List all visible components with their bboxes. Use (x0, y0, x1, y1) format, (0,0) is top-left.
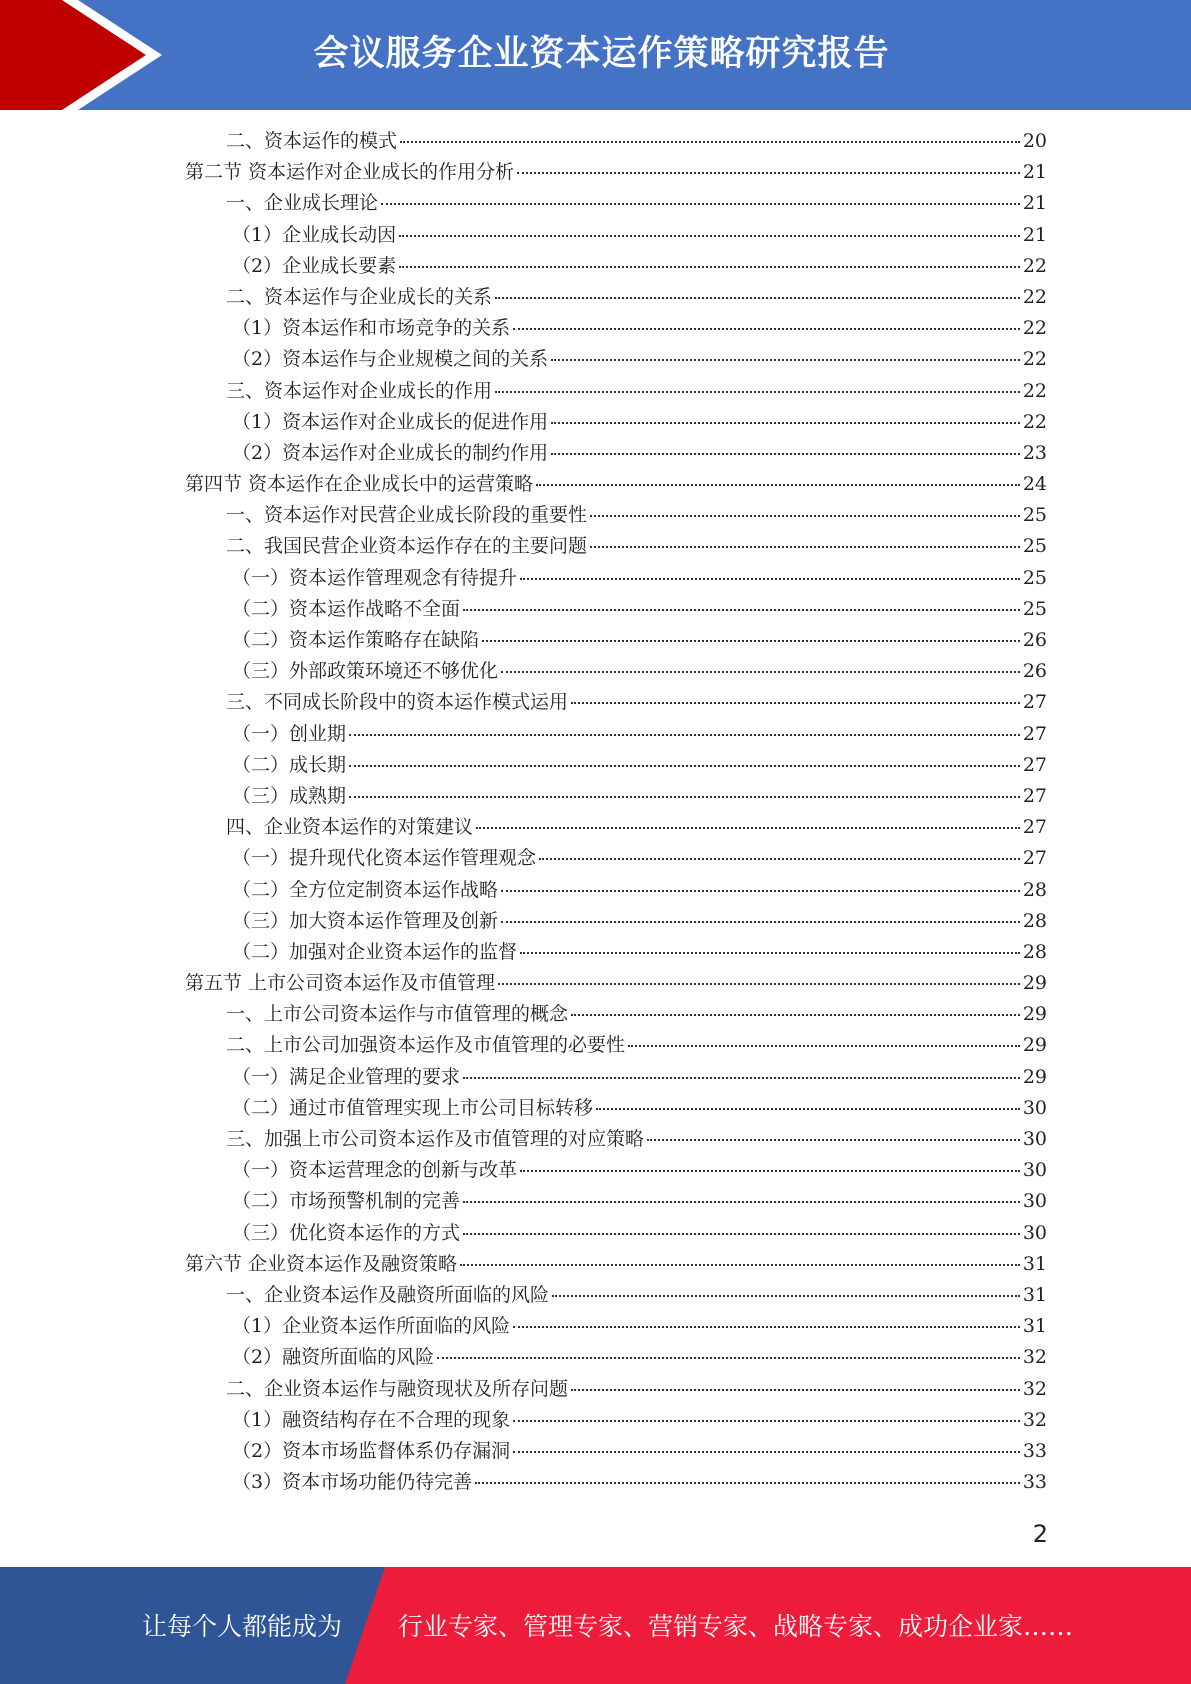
toc-entry[interactable] (185, 282, 1047, 313)
toc-dot-leader (590, 546, 1020, 548)
toc-entry-title: 一、企业成长理论 (226, 192, 379, 215)
toc-entry-page: 26 (1022, 629, 1047, 651)
toc-dot-leader (349, 796, 1020, 798)
toc-entry-title: （二）资本运作策略存在缺陷 (232, 629, 480, 651)
toc-dot-leader (501, 671, 1020, 673)
toc-entry[interactable] (185, 313, 1047, 344)
toc-entry-page: 21 (1022, 223, 1047, 246)
toc-entry-page: 27 (1022, 753, 1047, 776)
toc-dot-leader (571, 1014, 1020, 1016)
toc-dot-leader (513, 328, 1020, 330)
toc-dot-leader (517, 172, 1020, 174)
toc-entry-title: （一）创业期 (232, 722, 347, 745)
toc-entry-title: （二）资本运作战略不全面 (232, 597, 461, 620)
toc-entry-title: （1）资本运作对企业成长的促进作用 (232, 410, 549, 433)
toc-dot-leader (571, 1389, 1020, 1391)
toc-entry[interactable] (185, 812, 1047, 843)
toc-entry[interactable] (185, 157, 1047, 188)
toc-entry-page: 32 (1022, 1408, 1047, 1431)
toc-dot-leader (571, 702, 1020, 704)
toc-entry-page: 27 (1022, 691, 1047, 714)
toc-entry-page: 27 (1022, 816, 1047, 839)
toc-entry[interactable] (185, 1311, 1047, 1342)
toc-dot-leader (495, 391, 1020, 393)
toc-entry[interactable] (185, 1124, 1047, 1155)
toc-entry[interactable] (185, 1030, 1047, 1061)
toc-entry-page: 26 (1022, 660, 1047, 683)
toc-entry-title: 三、资本运作对企业成长的作用 (226, 379, 493, 402)
toc-entry[interactable] (185, 1155, 1047, 1186)
toc-entry-page: 25 (1022, 535, 1047, 558)
toc-entry-page: 30 (1022, 1190, 1047, 1213)
toc-entry-title: （一）资本运营理念的创新与改革 (232, 1159, 518, 1182)
toc-entry-page: 22 (1022, 379, 1047, 402)
toc-dot-leader (463, 609, 1020, 611)
toc-entry-title: 一、企业资本运作及融资所面临的风险 (226, 1283, 550, 1306)
toc-entry[interactable] (185, 906, 1047, 937)
toc-entry-page: 33 (1022, 1471, 1047, 1494)
toc-dot-leader (590, 515, 1020, 517)
toc-dot-leader (437, 1357, 1020, 1359)
toc-entry[interactable] (185, 937, 1047, 968)
page-header (0, 0, 1191, 110)
toc-entry-title: 四、企业资本运作的对策建议 (226, 816, 474, 839)
toc-dot-leader (628, 1045, 1020, 1047)
toc-dot-leader (399, 266, 1020, 268)
toc-entry-title: （一）提升现代化资本运作管理观念 (232, 847, 537, 870)
toc-entry-title: 二、资本运作的模式 (226, 130, 398, 152)
toc-entry-page: 30 (1022, 1159, 1047, 1182)
toc-entry[interactable] (185, 968, 1047, 999)
toc-entry-title: 一、资本运作对民营企业成长阶段的重要性 (226, 504, 588, 527)
toc-entry-page: 31 (1022, 1252, 1047, 1275)
toc-dot-leader (520, 952, 1020, 954)
toc-entry[interactable] (185, 1436, 1047, 1467)
toc-entry-page: 25 (1022, 504, 1047, 527)
toc-entry[interactable] (185, 1280, 1047, 1311)
toc-entry-page: 21 (1022, 161, 1047, 184)
toc-entry-page: 30 (1022, 1221, 1047, 1244)
footer-slogan-left: 让每个人都能成为 (142, 1612, 343, 1641)
toc-entry-title: （二）加强对企业资本运作的监督 (232, 940, 518, 963)
toc-entry-title: 第四节 资本运作在企业成长中的运营策略 (185, 473, 534, 496)
toc-dot-leader (520, 1170, 1020, 1172)
toc-entry-title: （二）成长期 (232, 753, 347, 776)
toc-entry-page: 31 (1022, 1315, 1047, 1338)
toc-dot-leader (647, 1139, 1020, 1141)
toc-dot-leader (513, 1451, 1020, 1453)
toc-entry[interactable] (185, 407, 1047, 438)
table-of-contents (185, 126, 1047, 1498)
toc-entry-page: 22 (1022, 410, 1047, 433)
toc-entry-title: 二、资本运作与企业成长的关系 (226, 285, 493, 308)
footer-slogan-right: 行业专家、管理专家、营销专家、战略专家、成功企业家…… (398, 1612, 1074, 1641)
toc-dot-leader (596, 1108, 1020, 1110)
toc-entry-page: 22 (1022, 254, 1047, 277)
toc-entry-title: （1）资本运作和市场竞争的关系 (232, 317, 511, 340)
toc-entry-title: （三）成熟期 (232, 784, 347, 807)
toc-entry-title: 第二节 资本运作对企业成长的作用分析 (185, 161, 515, 184)
toc-entry[interactable] (185, 500, 1047, 531)
toc-entry[interactable] (185, 344, 1047, 375)
toc-entry[interactable] (185, 251, 1047, 282)
toc-dot-leader (463, 1233, 1020, 1235)
toc-entry-page: 24 (1022, 473, 1047, 496)
toc-dot-leader (476, 827, 1020, 829)
toc-entry[interactable] (185, 126, 1047, 157)
toc-entry-page: 21 (1022, 192, 1047, 215)
toc-entry[interactable] (185, 999, 1047, 1030)
toc-entry[interactable] (185, 719, 1047, 750)
toc-entry-title: （三）外部政策环境还不够优化 (232, 660, 499, 683)
toc-dot-leader (460, 1264, 1020, 1266)
toc-entry[interactable] (185, 843, 1047, 874)
toc-entry[interactable] (185, 687, 1047, 718)
toc-entry-title: （2）资本运作与企业规模之间的关系 (232, 348, 549, 371)
toc-entry[interactable] (185, 1218, 1047, 1249)
toc-entry-page: 27 (1022, 847, 1047, 870)
toc-dot-leader (399, 235, 1020, 237)
toc-entry-title: （2）资本市场监督体系仍存漏洞 (232, 1439, 511, 1462)
toc-entry-page: 32 (1022, 1346, 1047, 1369)
toc-entry-page: 29 (1022, 1034, 1047, 1057)
toc-entry-title: （二）市场预警机制的完善 (232, 1190, 461, 1213)
toc-entry-title: 二、我国民营企业资本运作存在的主要问题 (226, 535, 588, 558)
toc-entry[interactable] (185, 750, 1047, 781)
toc-entry-title: 三、不同成长阶段中的资本运作模式运用 (226, 691, 569, 714)
toc-entry[interactable] (185, 1342, 1047, 1373)
toc-entry-page: 27 (1022, 784, 1047, 807)
toc-dot-leader (551, 453, 1020, 455)
toc-entry[interactable] (185, 188, 1047, 219)
toc-entry-title: （三）优化资本运作的方式 (232, 1221, 461, 1244)
toc-entry-title: （2）资本运作对企业成长的制约作用 (232, 441, 549, 464)
toc-entry-title: 第六节 企业资本运作及融资策略 (185, 1252, 458, 1275)
toc-entry-page: 30 (1022, 1128, 1047, 1150)
toc-dot-leader (482, 640, 1020, 642)
toc-entry[interactable] (185, 1467, 1047, 1498)
toc-dot-leader (513, 1326, 1020, 1328)
toc-entry[interactable] (185, 1249, 1047, 1280)
toc-entry-page: 22 (1022, 285, 1047, 308)
toc-entry[interactable] (185, 594, 1047, 625)
toc-entry-page: 31 (1022, 1283, 1047, 1306)
toc-entry-title: （1）融资结构存在不合理的现象 (232, 1408, 511, 1431)
toc-entry-title: （三）加大资本运作管理及创新 (232, 909, 499, 932)
toc-dot-leader (400, 141, 1020, 143)
toc-entry-page: 23 (1022, 441, 1047, 464)
toc-entry-page: 22 (1022, 348, 1047, 371)
toc-entry[interactable] (185, 1374, 1047, 1405)
toc-entry-page: 29 (1022, 1003, 1047, 1026)
toc-entry-page: 20 (1022, 130, 1047, 152)
toc-dot-leader (349, 765, 1020, 767)
toc-entry-title: 二、上市公司加强资本运作及市值管理的必要性 (226, 1034, 626, 1057)
toc-dot-leader (539, 858, 1020, 860)
toc-entry-title: （1）企业资本运作所面临的风险 (232, 1315, 511, 1338)
toc-entry-title: （2）融资所面临的风险 (232, 1346, 435, 1369)
toc-entry-page: 22 (1022, 317, 1047, 340)
toc-dot-leader (551, 422, 1020, 424)
toc-entry-page: 28 (1022, 878, 1047, 901)
toc-entry[interactable] (185, 563, 1047, 594)
toc-dot-leader (463, 1077, 1020, 1079)
toc-entry-title: （二）通过市值管理实现上市公司目标转移 (232, 1096, 594, 1119)
toc-entry[interactable] (185, 220, 1047, 251)
toc-entry[interactable] (185, 531, 1047, 562)
toc-dot-leader (501, 890, 1020, 892)
page-footer (0, 1567, 1191, 1684)
toc-entry-title: （一）满足企业管理的要求 (232, 1065, 461, 1088)
toc-dot-leader (495, 297, 1020, 299)
toc-dot-leader (381, 203, 1020, 205)
toc-entry-title: （1）企业成长动因 (232, 223, 397, 246)
toc-dot-leader (536, 484, 1020, 486)
toc-entry[interactable] (185, 781, 1047, 812)
toc-dot-leader (513, 1420, 1020, 1422)
toc-entry-title: 一、上市公司资本运作与市值管理的概念 (226, 1003, 569, 1026)
toc-dot-leader (501, 921, 1020, 923)
toc-entry-title: 三、加强上市公司资本运作及市值管理的对应策略 (226, 1128, 645, 1150)
toc-entry-title: 第五节 上市公司资本运作及市值管理 (185, 972, 496, 995)
toc-entry-page: 33 (1022, 1439, 1047, 1462)
page-number: 2 (1032, 1520, 1048, 1548)
document-title: 会议服务企业资本运作策略研究报告 (313, 34, 890, 74)
toc-entry-page: 30 (1022, 1096, 1047, 1119)
toc-entry-page: 32 (1022, 1377, 1047, 1400)
toc-entry-page: 29 (1022, 1065, 1047, 1088)
toc-entry[interactable] (185, 376, 1047, 407)
toc-entry-page: 29 (1022, 972, 1047, 995)
toc-dot-leader (520, 578, 1020, 580)
toc-entry-page: 25 (1022, 566, 1047, 589)
toc-entry[interactable] (185, 438, 1047, 469)
toc-entry[interactable] (185, 656, 1047, 687)
toc-entry[interactable] (185, 875, 1047, 906)
toc-entry-title: （2）企业成长要素 (232, 254, 397, 277)
toc-entry[interactable] (185, 1093, 1047, 1124)
toc-entry-page: 25 (1022, 597, 1047, 620)
toc-entry-title: （二）全方位定制资本运作战略 (232, 878, 499, 901)
toc-dot-leader (349, 734, 1020, 736)
toc-dot-leader (475, 1482, 1020, 1484)
toc-entry-page: 27 (1022, 722, 1047, 745)
toc-entry[interactable] (185, 1186, 1047, 1217)
toc-dot-leader (498, 983, 1020, 985)
toc-dot-leader (463, 1201, 1020, 1203)
toc-dot-leader (551, 359, 1020, 361)
toc-dot-leader (552, 1295, 1020, 1297)
toc-entry-page: 28 (1022, 940, 1047, 963)
toc-entry[interactable] (185, 625, 1047, 656)
toc-entry[interactable] (185, 1405, 1047, 1436)
toc-entry-title: 二、企业资本运作与融资现状及所存问题 (226, 1377, 569, 1400)
toc-entry-page: 28 (1022, 909, 1047, 932)
toc-entry-title: （3）资本市场功能仍待完善 (232, 1471, 473, 1494)
toc-entry-title: （一）资本运作管理观念有待提升 (232, 566, 518, 589)
toc-entry[interactable] (185, 469, 1047, 500)
toc-entry[interactable] (185, 1062, 1047, 1093)
